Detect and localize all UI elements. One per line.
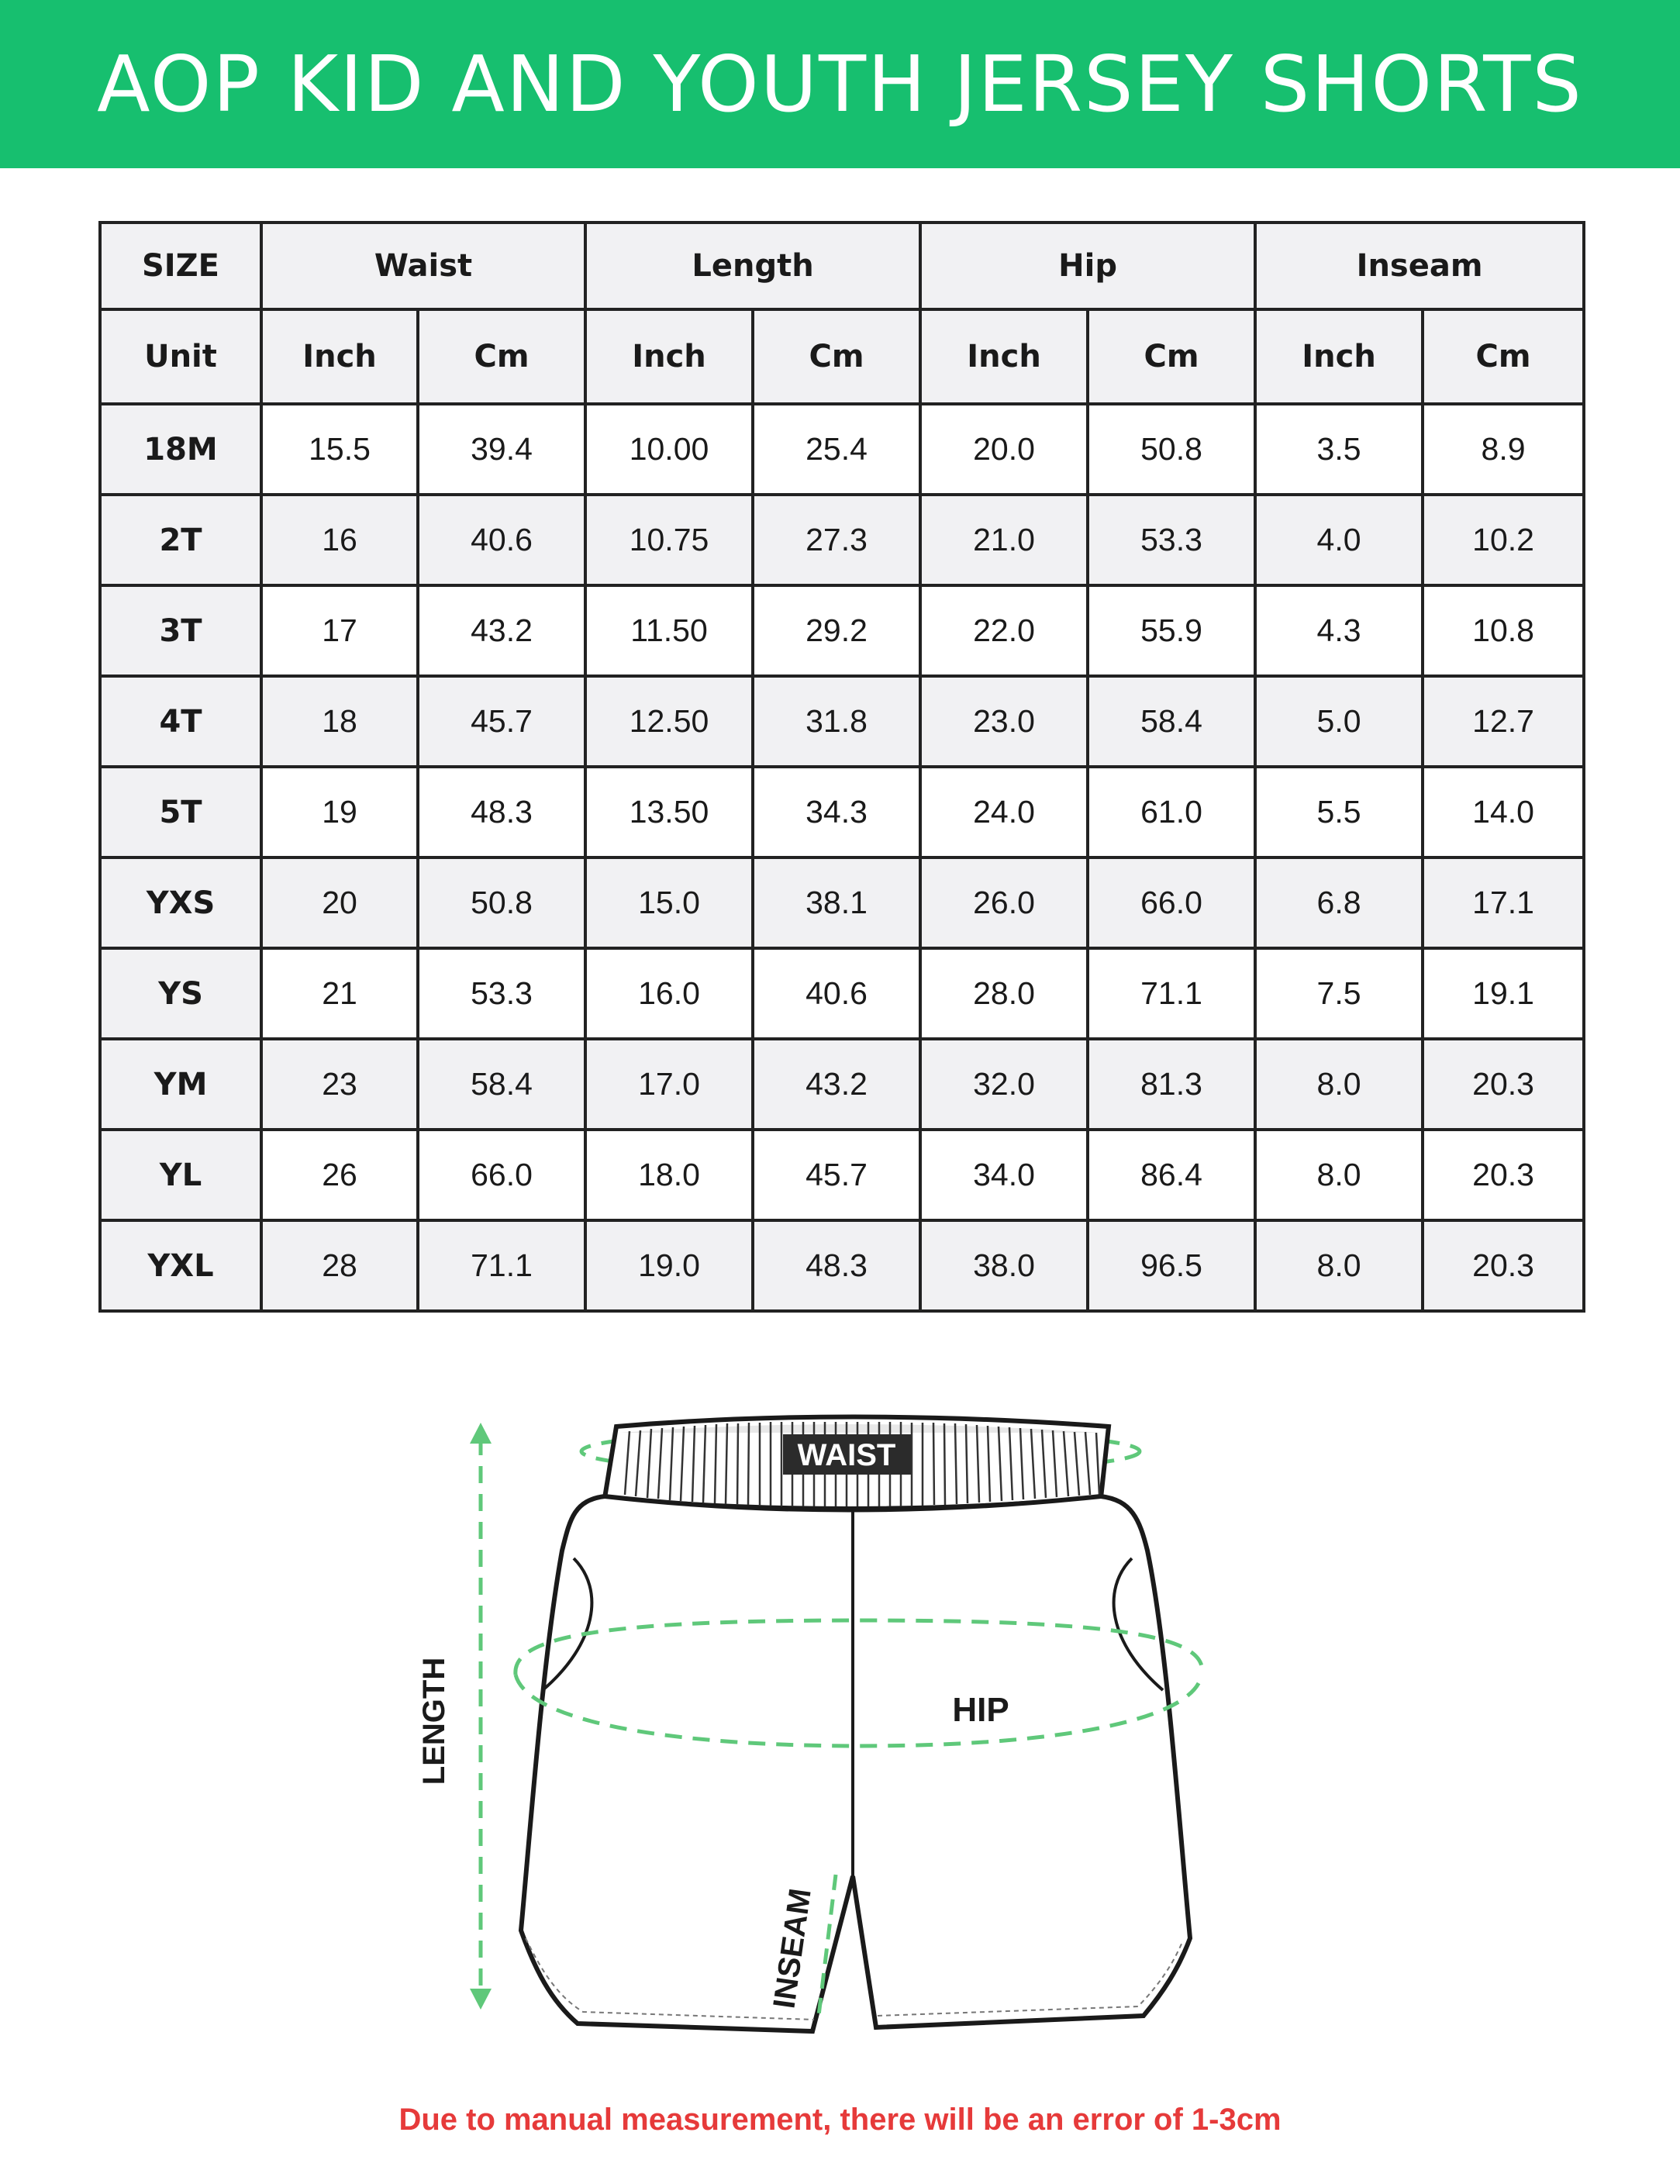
value-cell: 40.6 — [753, 948, 920, 1039]
value-cell: 11.50 — [585, 585, 753, 676]
value-cell: 25.4 — [753, 404, 920, 495]
value-cell: 43.2 — [418, 585, 585, 676]
value-cell: 45.7 — [753, 1130, 920, 1220]
size-cell: YXS — [100, 857, 261, 948]
size-cell: 3T — [100, 585, 261, 676]
value-cell: 48.3 — [418, 767, 585, 857]
value-cell: 8.9 — [1423, 404, 1584, 495]
size-cell: 2T — [100, 495, 261, 585]
unit-header-cell: Inch — [585, 309, 753, 404]
shorts-body — [521, 1496, 1190, 2031]
value-cell: 15.0 — [585, 857, 753, 948]
unit-header-cell: Cm — [1423, 309, 1584, 404]
value-cell: 22.0 — [920, 585, 1088, 676]
value-cell: 6.8 — [1255, 857, 1423, 948]
value-cell: 58.4 — [418, 1039, 585, 1130]
value-cell: 27.3 — [753, 495, 920, 585]
value-cell: 28 — [261, 1220, 418, 1311]
value-cell: 14.0 — [1423, 767, 1584, 857]
group-header-hip: Hip — [920, 223, 1255, 309]
size-cell: YL — [100, 1130, 261, 1220]
value-cell: 66.0 — [418, 1130, 585, 1220]
value-cell: 26.0 — [920, 857, 1088, 948]
length-arrow-up — [470, 1423, 492, 1444]
value-cell: 38.1 — [753, 857, 920, 948]
value-cell: 61.0 — [1088, 767, 1255, 857]
value-cell: 17 — [261, 585, 418, 676]
value-cell: 96.5 — [1088, 1220, 1255, 1311]
value-cell: 18.0 — [585, 1130, 753, 1220]
size-cell: 4T — [100, 676, 261, 767]
value-cell: 21 — [261, 948, 418, 1039]
hip-label: HIP — [952, 1691, 1009, 1729]
group-header-waist: Waist — [261, 223, 585, 309]
value-cell: 50.8 — [418, 857, 585, 948]
value-cell: 4.0 — [1255, 495, 1423, 585]
value-cell: 34.3 — [753, 767, 920, 857]
unit-header-cell: Cm — [1088, 309, 1255, 404]
value-cell: 5.5 — [1255, 767, 1423, 857]
measurement-note: Due to manual measurement, there will be an error of 1-3cm — [398, 2103, 1282, 2137]
value-cell: 20.0 — [920, 404, 1088, 495]
value-cell: 24.0 — [920, 767, 1088, 857]
length-arrow-down — [470, 1989, 492, 2010]
value-cell: 18 — [261, 676, 418, 767]
unit-header-cell: Inch — [1255, 309, 1423, 404]
value-cell: 10.75 — [585, 495, 753, 585]
size-cell: YXL — [100, 1220, 261, 1311]
value-cell: 20 — [261, 857, 418, 948]
waist-label: WAIST — [797, 1438, 896, 1472]
value-cell: 71.1 — [1088, 948, 1255, 1039]
value-cell: 66.0 — [1088, 857, 1255, 948]
value-cell: 38.0 — [920, 1220, 1088, 1311]
value-cell: 19.1 — [1423, 948, 1584, 1039]
value-cell: 8.0 — [1255, 1220, 1423, 1311]
unit-header: Unit — [100, 309, 261, 404]
value-cell: 12.7 — [1423, 676, 1584, 767]
value-cell: 43.2 — [753, 1039, 920, 1130]
value-cell: 71.1 — [418, 1220, 585, 1311]
value-cell: 10.8 — [1423, 585, 1584, 676]
unit-header-cell: Cm — [753, 309, 920, 404]
value-cell: 39.4 — [418, 404, 585, 495]
value-cell: 58.4 — [1088, 676, 1255, 767]
value-cell: 8.0 — [1255, 1130, 1423, 1220]
size-cell: 18M — [100, 404, 261, 495]
unit-header-cell: Cm — [418, 309, 585, 404]
value-cell: 17.0 — [585, 1039, 753, 1130]
value-cell: 20.3 — [1423, 1039, 1584, 1130]
unit-header-cell: Inch — [261, 309, 418, 404]
value-cell: 8.0 — [1255, 1039, 1423, 1130]
value-cell: 5.0 — [1255, 676, 1423, 767]
size-header: SIZE — [100, 223, 261, 309]
value-cell: 23.0 — [920, 676, 1088, 767]
value-cell: 45.7 — [418, 676, 585, 767]
value-cell: 16.0 — [585, 948, 753, 1039]
value-cell: 12.50 — [585, 676, 753, 767]
inseam-label: INSEAM — [767, 1886, 818, 2011]
value-cell: 32.0 — [920, 1039, 1088, 1130]
group-header-inseam: Inseam — [1255, 223, 1584, 309]
size-cell: YM — [100, 1039, 261, 1130]
size-cell: 5T — [100, 767, 261, 857]
value-cell: 20.3 — [1423, 1130, 1584, 1220]
length-label: LENGTH — [417, 1657, 451, 1785]
value-cell: 17.1 — [1423, 857, 1584, 948]
value-cell: 19.0 — [585, 1220, 753, 1311]
value-cell: 31.8 — [753, 676, 920, 767]
value-cell: 23 — [261, 1039, 418, 1130]
value-cell: 48.3 — [753, 1220, 920, 1311]
value-cell: 53.3 — [1088, 495, 1255, 585]
value-cell: 81.3 — [1088, 1039, 1255, 1130]
value-cell: 7.5 — [1255, 948, 1423, 1039]
value-cell: 40.6 — [418, 495, 585, 585]
value-cell: 53.3 — [418, 948, 585, 1039]
value-cell: 28.0 — [920, 948, 1088, 1039]
unit-header-cell: Inch — [920, 309, 1088, 404]
value-cell: 10.2 — [1423, 495, 1584, 585]
value-cell: 3.5 — [1255, 404, 1423, 495]
value-cell: 10.00 — [585, 404, 753, 495]
value-cell: 55.9 — [1088, 585, 1255, 676]
value-cell: 29.2 — [753, 585, 920, 676]
value-cell: 19 — [261, 767, 418, 857]
value-cell: 26 — [261, 1130, 418, 1220]
size-cell: YS — [100, 948, 261, 1039]
value-cell: 16 — [261, 495, 418, 585]
value-cell: 34.0 — [920, 1130, 1088, 1220]
value-cell: 50.8 — [1088, 404, 1255, 495]
value-cell: 13.50 — [585, 767, 753, 857]
value-cell: 21.0 — [920, 495, 1088, 585]
value-cell: 15.5 — [261, 404, 418, 495]
value-cell: 20.3 — [1423, 1220, 1584, 1311]
value-cell: 4.3 — [1255, 585, 1423, 676]
value-cell: 86.4 — [1088, 1130, 1255, 1220]
group-header-length: Length — [585, 223, 920, 309]
page-title: AOP KID AND YOUTH JERSEY SHORTS — [97, 39, 1583, 129]
